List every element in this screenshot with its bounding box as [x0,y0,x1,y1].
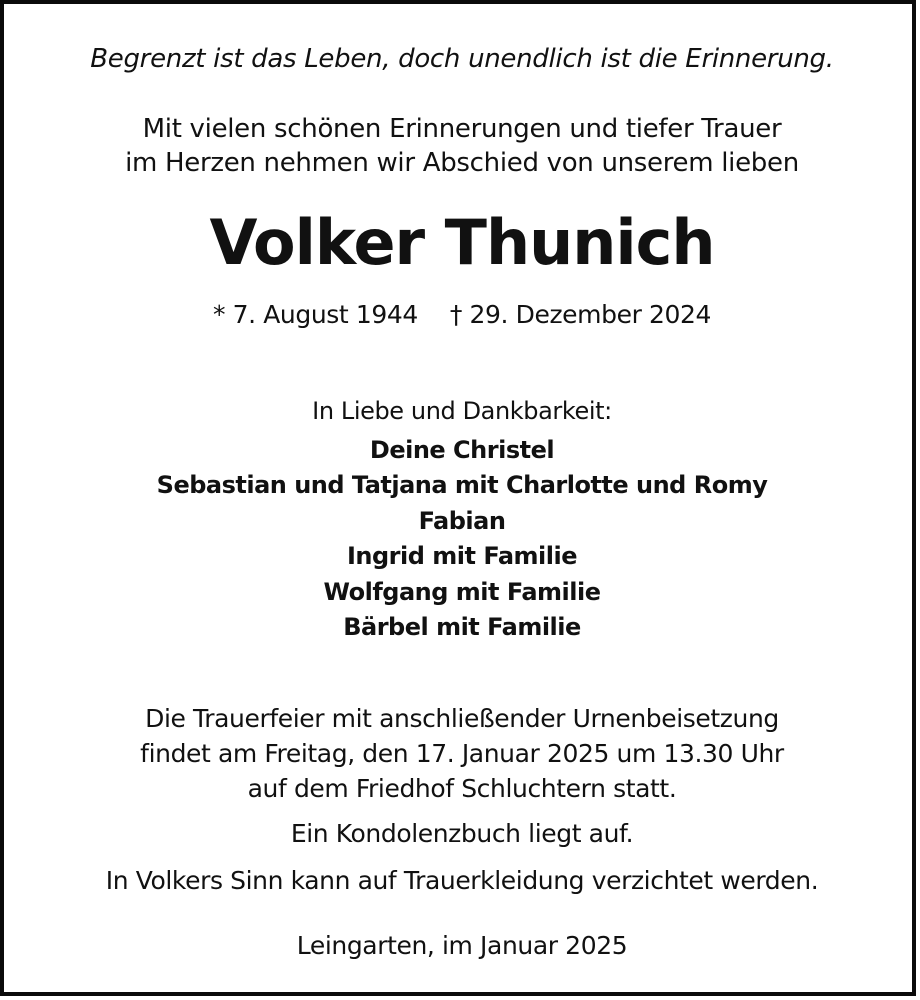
motto-quote: Begrenzt ist das Leben, doch unendlich ist die Erinnerung. [90,44,834,74]
life-dates [4,300,920,329]
birth-date: * 7. August 1944 [212,300,418,329]
mourner-line: Deine Christel [369,436,555,464]
thanks-heading: In Liebe und Dankbarkeit: [312,397,612,425]
dress-code-note: In Volkers Sinn kann auf Trauerkleidung verzichtet werden. [105,866,819,895]
mourner-line: Sebastian und Tatjana mit Charlotte und Romy [156,471,768,499]
mourner-line: Bärbel mit Familie [343,613,581,641]
mourner-line: Fabian [418,507,506,535]
intro-line-1: Mit vielen schönen Erinnerungen und tiefer Trauer [142,114,782,144]
mourner-line: Wolfgang mit Familie [323,578,601,606]
service-line-1: Die Trauerfeier mit anschließender Urnenbeisetzung [145,704,779,733]
deceased-name: Volker Thunich [209,206,715,279]
service-line-2: findet am Freitag, den 17. Januar 2025 um 13.30 Uhr [140,739,784,768]
death-date: † 29. Dezember 2024 [449,300,712,329]
service-line-3: auf dem Friedhof Schluchtern statt. [247,774,677,803]
condolence-book-note: Ein Kondolenzbuch liegt auf. [290,819,634,848]
intro-line-2: im Herzen nehmen wir Abschied von unserem lieben [125,148,799,178]
mourner-line: Ingrid mit Familie [346,542,577,570]
place-and-date: Leingarten, im Januar 2025 [296,931,628,960]
